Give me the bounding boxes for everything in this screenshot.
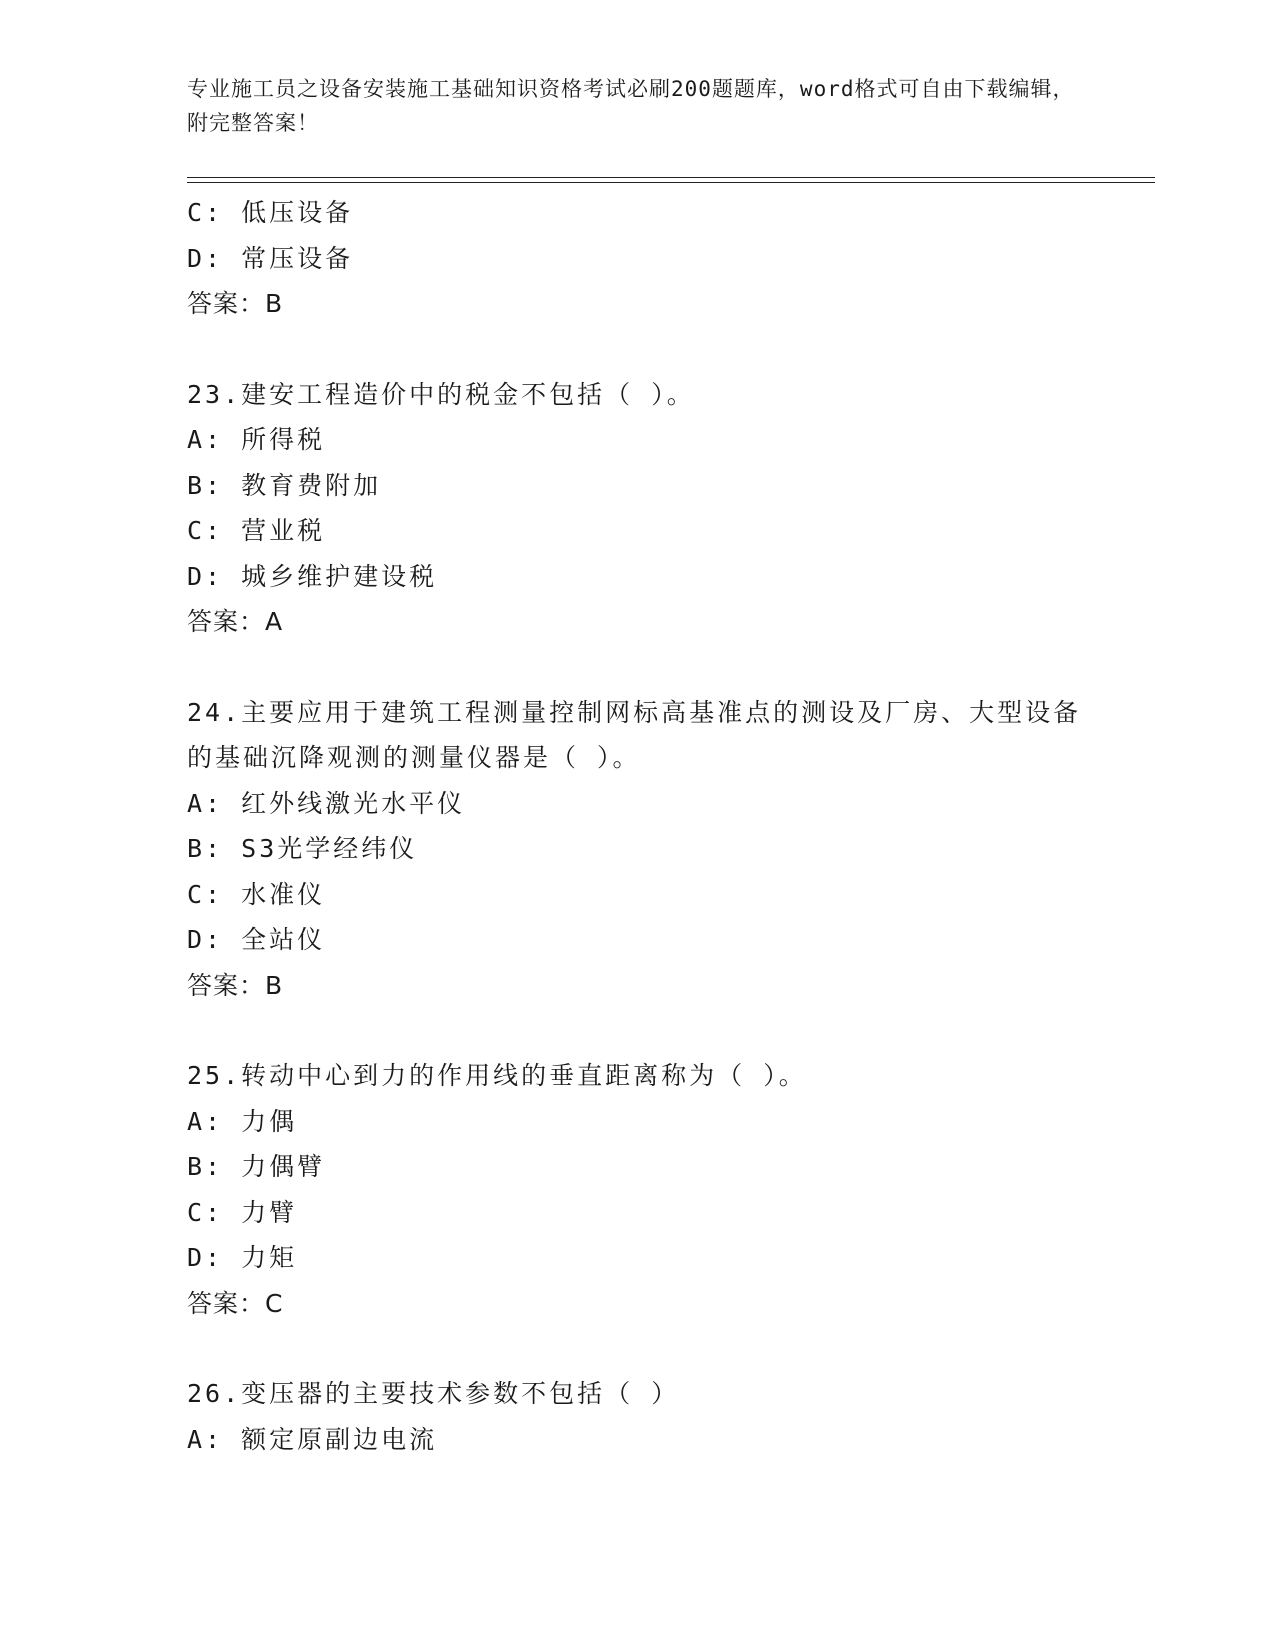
header-text: 专业施工员之设备安装施工基础知识资格考试必刷200题题库，word格式可自由下载编辑，附完整答案！ xyxy=(187,77,1075,135)
question-title: 23.建安工程造价中的税金不包括（ ）。 xyxy=(187,379,695,409)
header-divider-bottom xyxy=(187,182,1155,183)
carryover-question xyxy=(187,190,1087,327)
option-a: A: 力偶 xyxy=(187,1106,298,1136)
option-d: D: 城乡维护建设税 xyxy=(187,561,438,591)
option-c: C: 水准仪 xyxy=(187,879,326,909)
option-b: B: S3光学经纬仪 xyxy=(187,834,418,863)
option-a: A: 红外线激光水平仪 xyxy=(187,788,466,818)
header-divider-top xyxy=(187,177,1155,178)
option-a: A: 所得税 xyxy=(187,425,326,454)
option-c: C: 力臂 xyxy=(187,1197,298,1227)
answer-line: 答案：A xyxy=(187,607,284,636)
option-a: A: 额定原副边电流 xyxy=(187,1424,438,1454)
option-c: C: 低压设备 xyxy=(187,198,354,227)
question-title: 25.转动中心到力的作用线的垂直距离称为（ ）。 xyxy=(187,1061,807,1090)
question-26 xyxy=(187,1371,1087,1462)
question-title: 24.主要应用于建筑工程测量控制网标高基准点的测设及厂房、大型设备的基础沉降观测的测量仪器是（ ）。 xyxy=(187,697,1082,772)
answer-line: 答案：B xyxy=(187,970,284,1000)
answer-line: 答案：B xyxy=(187,289,284,318)
option-b: B: 力偶臂 xyxy=(187,1152,326,1181)
question-list xyxy=(187,190,1087,1462)
document-header xyxy=(187,72,1087,140)
option-b: B: 教育费附加 xyxy=(187,470,382,500)
question-25 xyxy=(187,1053,1087,1326)
option-c: C: 营业税 xyxy=(187,516,326,545)
option-d: D: 全站仪 xyxy=(187,925,326,954)
answer-line: 答案：C xyxy=(187,1288,284,1318)
option-d: D: 力矩 xyxy=(187,1243,298,1272)
question-24 xyxy=(187,690,1087,1009)
option-d: D: 常压设备 xyxy=(187,243,354,273)
question-23 xyxy=(187,372,1087,645)
question-title: 26.变压器的主要技术参数不包括（ ） xyxy=(187,1379,680,1408)
